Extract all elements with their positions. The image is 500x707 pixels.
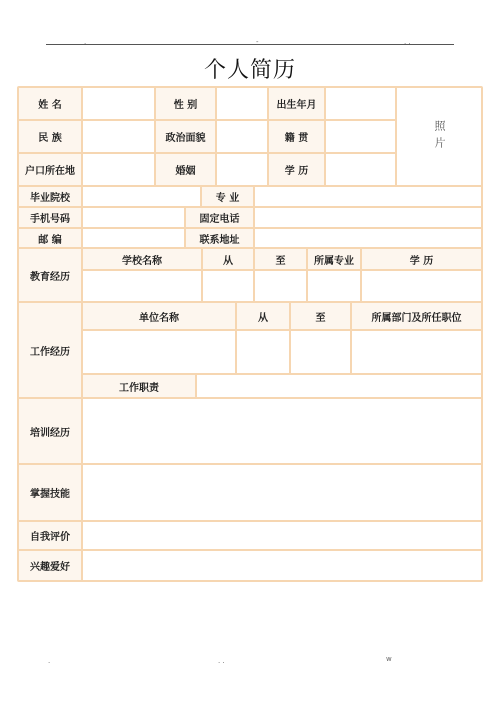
label-marriage-text: 婚姻 (175, 166, 196, 177)
col-edu-from (203, 249, 253, 269)
field-edu-major[interactable] (308, 271, 360, 301)
label-postcode (19, 229, 81, 247)
label-mobile-text: 手机号码 (30, 214, 70, 225)
label-work-history-text: 工作经历 (30, 346, 70, 358)
label-self-eval-text: 自我评价 (30, 532, 70, 543)
field-edu-to[interactable] (255, 271, 306, 301)
label-birth-text: 出生年月 (276, 100, 317, 111)
field-major[interactable] (255, 187, 481, 206)
col-work-from-text: 从 (258, 312, 268, 324)
field-mobile[interactable] (83, 208, 184, 227)
label-phone-text: 固定电话 (199, 214, 240, 225)
footer-mark-right: w (386, 655, 392, 663)
label-politics (156, 121, 215, 152)
field-politics[interactable] (217, 121, 267, 152)
field-school[interactable] (83, 187, 200, 206)
label-major (202, 187, 253, 206)
label-address-text: 联系地址 (199, 234, 240, 246)
col-work-to-text: 至 (315, 312, 326, 324)
label-edu-history-text: 教育经历 (30, 271, 70, 283)
col-edu-degree (362, 249, 481, 269)
field-education[interactable] (326, 154, 395, 185)
label-education (269, 154, 324, 185)
label-work-duty (83, 375, 195, 397)
field-edu-school[interactable] (83, 271, 201, 301)
header-rule (46, 44, 454, 45)
label-school-text: 毕业院校 (30, 193, 70, 204)
field-native[interactable] (326, 121, 395, 152)
label-ethnicity-text: 民 族 (38, 133, 62, 144)
label-training-text: 培训经历 (30, 427, 70, 439)
col-edu-to (255, 249, 306, 269)
label-work-duty-text: 工作职责 (119, 382, 159, 394)
col-work-company-text: 单位名称 (139, 312, 179, 324)
label-major-text: 专 业 (215, 193, 240, 204)
header-mark-right: . . (404, 38, 411, 46)
label-postcode-text: 邮 编 (38, 234, 62, 246)
field-hukou[interactable] (83, 154, 154, 185)
field-work-duty[interactable] (197, 375, 481, 397)
label-marriage (156, 154, 215, 185)
col-edu-degree-text: 学 历 (409, 255, 434, 267)
resume-table (17, 86, 483, 582)
footer-mark-mid: . . (218, 657, 225, 665)
label-skills-text: 掌握技能 (30, 489, 70, 500)
label-edu-history (19, 249, 81, 301)
label-name (19, 88, 81, 119)
col-work-dept (352, 303, 481, 329)
field-ethnicity[interactable] (83, 121, 154, 152)
field-hobbies[interactable] (83, 551, 481, 580)
page-title: 个人简历 (203, 58, 296, 83)
label-native-text: 籍 贯 (284, 133, 309, 144)
field-work-to[interactable] (291, 331, 350, 373)
col-edu-from-text: 从 (223, 255, 233, 267)
col-work-to (291, 303, 350, 329)
label-hukou-text: 户口所在地 (25, 166, 75, 177)
photo-box[interactable] (397, 88, 481, 185)
label-gender (156, 88, 215, 119)
field-work-from[interactable] (237, 331, 289, 373)
label-ethnicity (19, 121, 81, 152)
field-marriage[interactable] (217, 154, 267, 185)
label-phone (186, 208, 253, 227)
field-phone[interactable] (255, 208, 481, 227)
field-birth[interactable] (326, 88, 395, 119)
field-edu-degree[interactable] (362, 271, 481, 301)
label-school (19, 187, 81, 206)
label-address (186, 229, 253, 247)
field-edu-from[interactable] (203, 271, 253, 301)
field-name[interactable] (83, 88, 154, 119)
col-work-dept-text: 所属部门及所任职位 (371, 312, 462, 324)
photo-label: 照片 (433, 119, 446, 154)
label-hukou (19, 154, 81, 185)
footer-mark-left: . (48, 657, 51, 665)
field-address[interactable] (255, 229, 481, 247)
label-work-history (19, 303, 81, 397)
label-hobbies-text: 兴趣爱好 (30, 562, 70, 573)
field-gender[interactable] (217, 88, 267, 119)
label-name-text: 姓 名 (38, 100, 62, 111)
col-work-from (237, 303, 289, 329)
label-education-text: 学 历 (284, 166, 309, 177)
col-edu-major (308, 249, 360, 269)
field-skills[interactable] (83, 465, 481, 520)
field-postcode[interactable] (83, 229, 184, 247)
label-skills (19, 465, 81, 520)
col-edu-school (83, 249, 201, 269)
label-birth (269, 88, 324, 119)
field-training[interactable] (83, 399, 481, 463)
label-hobbies (19, 551, 81, 580)
label-politics-text: 政治面貌 (165, 133, 206, 144)
col-edu-to-text: 至 (275, 255, 286, 267)
label-native (269, 121, 324, 152)
header-mark-mid: - (256, 38, 259, 46)
field-work-dept[interactable] (352, 331, 481, 373)
col-edu-major-text: 所属专业 (314, 255, 354, 267)
label-gender-text: 性 别 (173, 100, 198, 111)
label-mobile (19, 208, 81, 227)
label-self-eval (19, 522, 81, 549)
label-training (19, 399, 81, 463)
col-edu-school-text: 学校名称 (122, 255, 162, 267)
header-mark-left: . (84, 38, 87, 46)
field-self-eval[interactable] (83, 522, 481, 549)
field-work-company[interactable] (83, 331, 235, 373)
col-work-company (83, 303, 235, 329)
